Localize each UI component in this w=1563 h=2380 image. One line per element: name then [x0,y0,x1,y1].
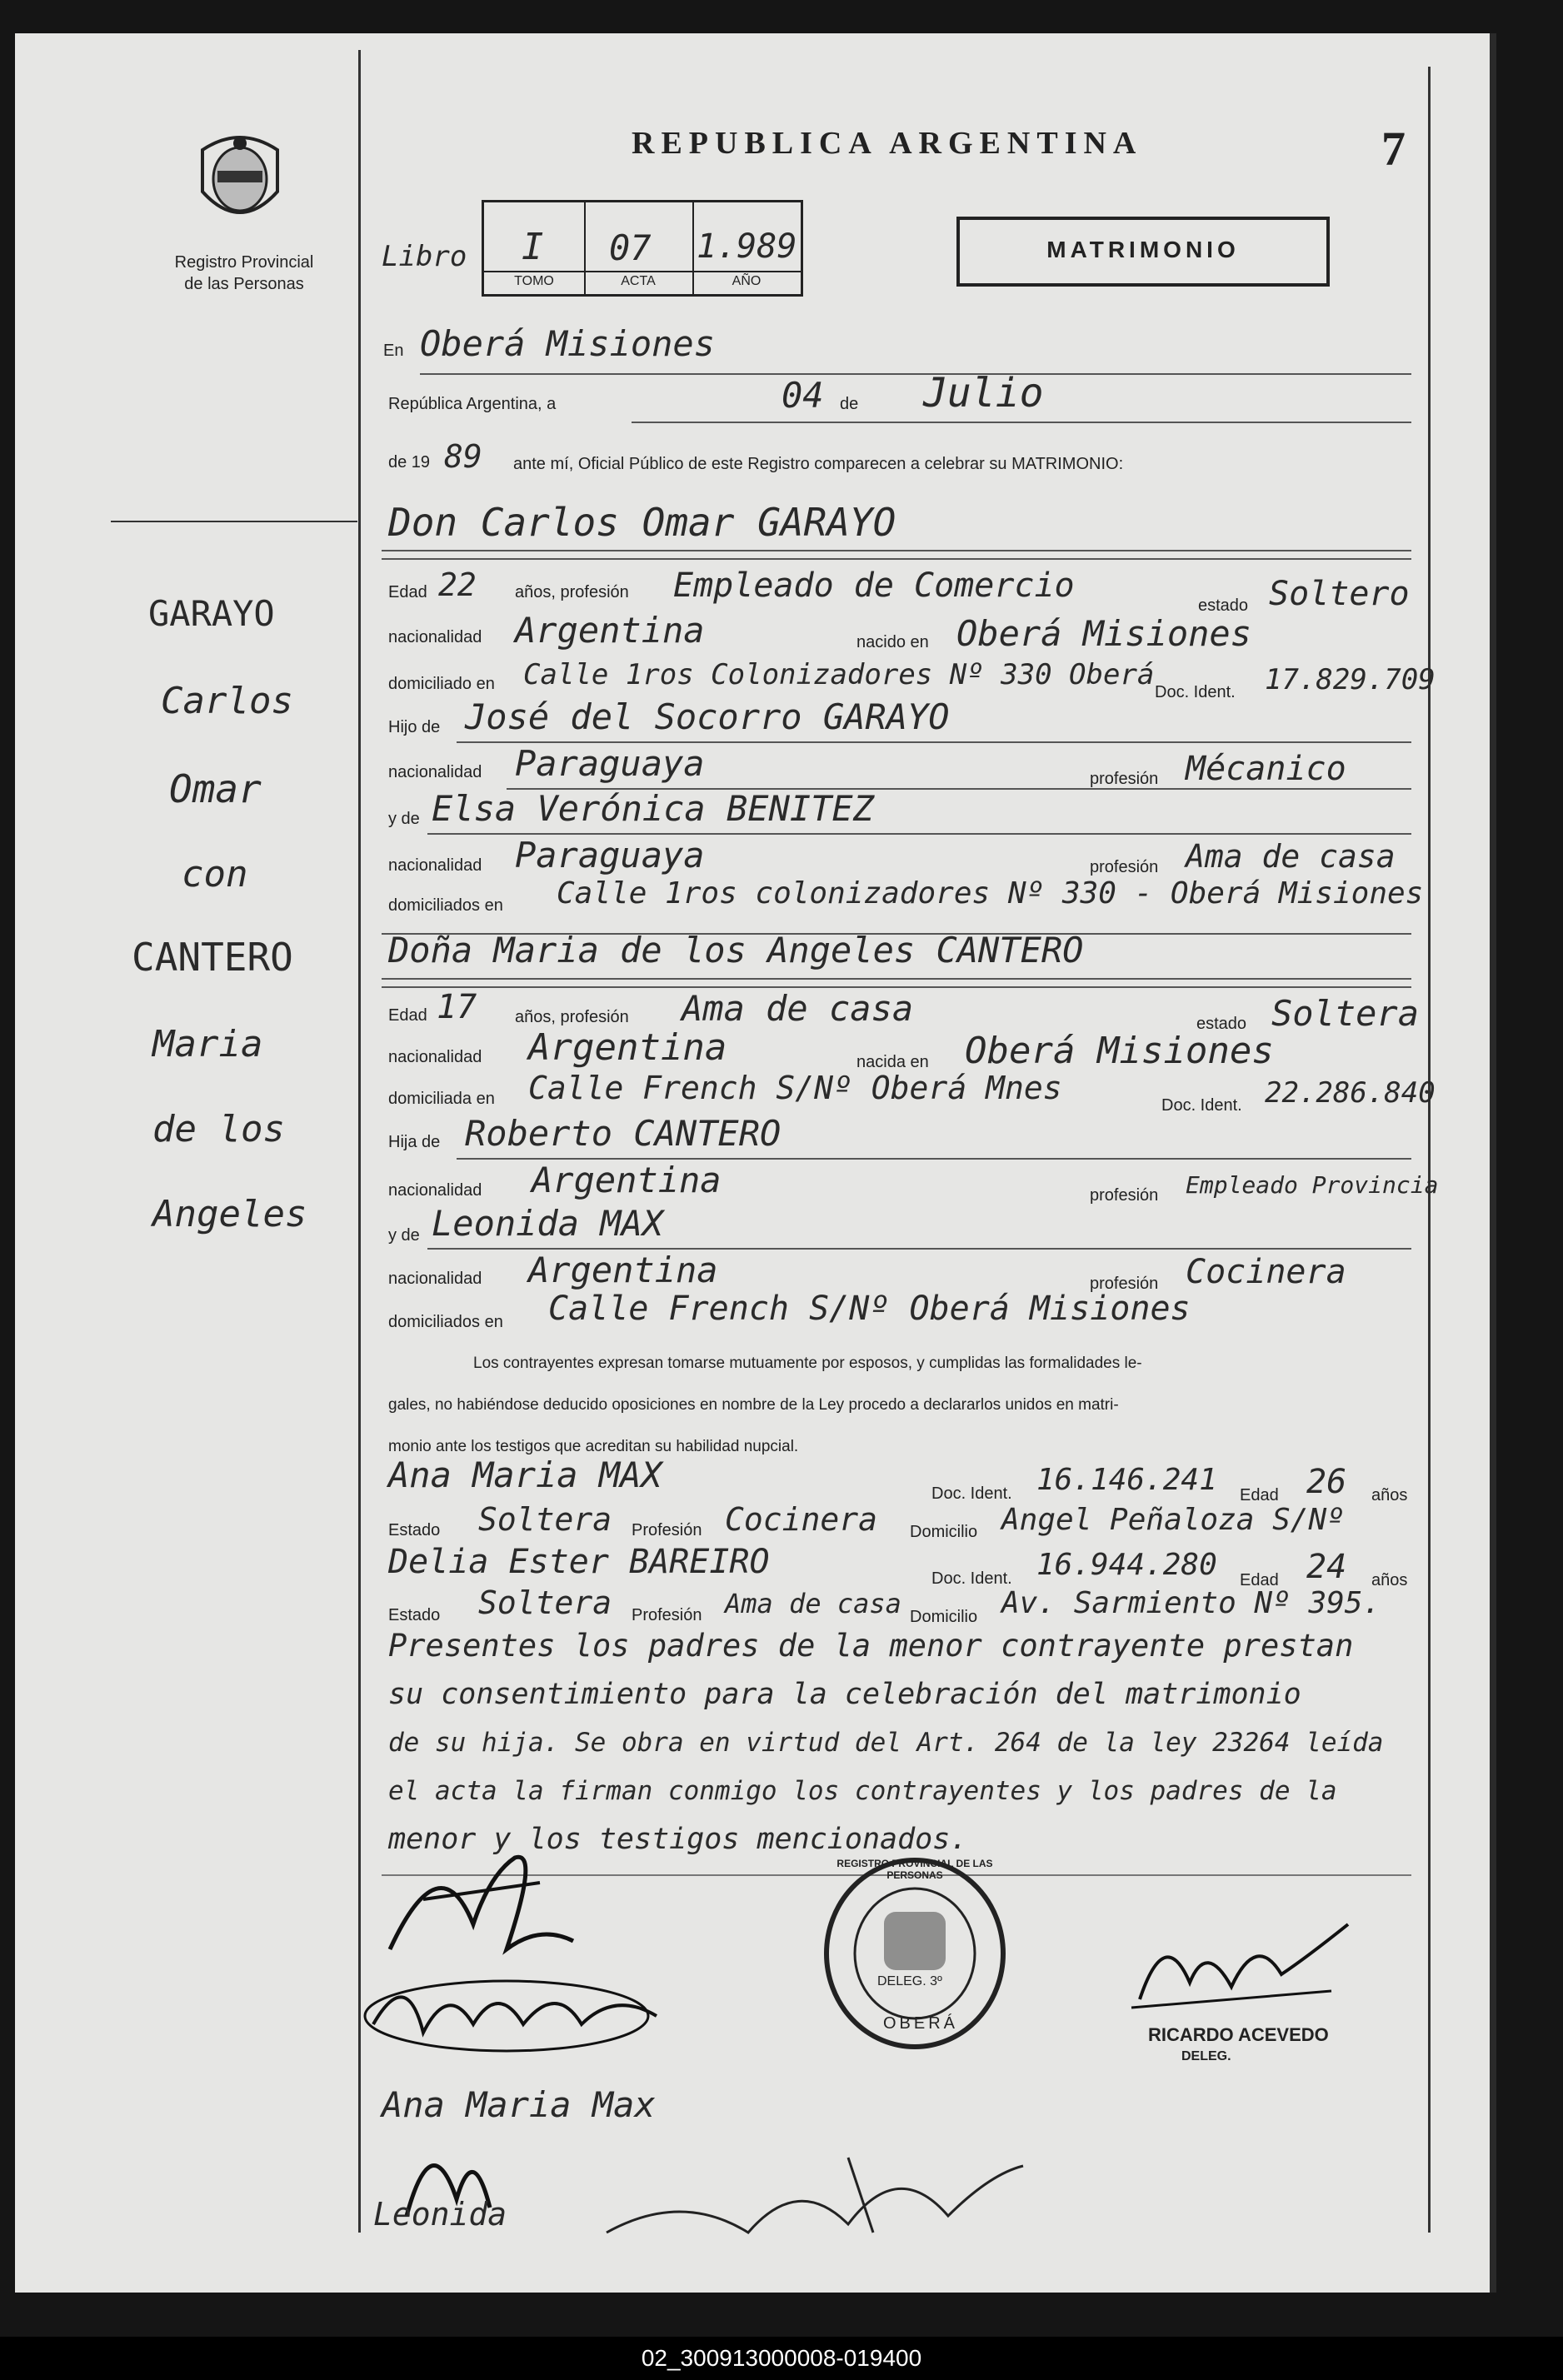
groom-profesion-label: años, profesión [515,583,629,601]
margin-name-6: Maria [152,1023,263,1065]
tomo-value: I [522,226,544,268]
bride-father-profession: Empleado Provincia [1186,1171,1439,1199]
registry-line-2: de las Personas [184,275,304,293]
groom-age: 22 [438,566,477,603]
note-line-1: Presentes los padres de la menor contrayente prestan [388,1628,1354,1664]
day: 04 [782,375,824,416]
witness-1-doc-label: Doc. Ident. [931,1484,1012,1503]
note-line-5: menor y los testigos mencionados. [388,1823,968,1856]
margin-name-7: de los [152,1108,285,1150]
bride-signature [357,1958,673,2066]
document-type-box [956,217,1330,287]
bride-address: Calle French S/Nº Oberá Mnes [528,1070,1062,1106]
ano-label: AÑO [692,271,801,289]
witness-2-doc: 16.944.280 [1036,1548,1217,1582]
registry-line-1: Registro Provincial [174,253,314,272]
witness-1-anos-label: años [1371,1486,1408,1504]
rule [632,422,1411,423]
witness-1-estado: Soltera [478,1501,612,1538]
bride-nacionalidad-label: nacionalidad [388,1048,482,1066]
witness-2-age: 24 [1306,1548,1347,1586]
groom-domiciliado-label: domiciliado en [388,675,495,693]
groom-born: Oberá Misiones [956,613,1252,654]
groom-mother: Elsa Verónica BENITEZ [432,788,875,829]
bride-mother-nacionalidad-label: nacionalidad [388,1270,482,1288]
rule [382,558,1411,560]
witness-2-doc-label: Doc. Ident. [931,1569,1012,1588]
rule [420,373,1411,375]
groom-estado: Soltero [1269,575,1410,613]
witness-1-age: 26 [1306,1463,1347,1501]
note-line-4: el acta la firman conmigo los contrayentes y los padres de la [388,1776,1337,1806]
declaration-line-2: gales, no habiéndose deducido oposiciones en nombre de la Ley procedo a declararlos unidos en matri- [388,1396,1119,1414]
margin-name-8: Angeles [152,1193,307,1235]
stamp-center: DELEG. 3º [877,1974,942,1988]
margin-name-5: CANTERO [132,935,293,980]
bride-mother: Leonida MAX [432,1203,664,1244]
scan-footer [0,2337,1563,2380]
certificate-page [15,33,1496,2293]
tomo-label: TOMO [484,271,584,289]
groom-profession: Empleado de Comercio [673,566,1075,605]
groom-edad-label: Edad [388,583,427,601]
declaration-line-1: Los contrayentes expresan tomarse mutuamente por esposos, y cumplidas las formalidades le- [473,1355,1142,1372]
right-rule [1428,67,1431,2233]
bride-nacida-label: nacida en [856,1053,929,1071]
groom-nacionalidad-label: nacionalidad [388,628,482,646]
groom-father-nacionalidad-label: nacionalidad [388,763,482,781]
groom-estado-label: estado [1198,596,1249,615]
bride-mother-profesion-label: profesión [1090,1275,1159,1293]
scan-id: 02_300913000008-019400 [641,2345,922,2371]
margin-name-3: Omar [169,766,262,811]
witness-1-domicilio-label: Domicilio [910,1523,978,1541]
groom-doc: 17.829.709 [1265,663,1436,696]
groom-father-nationality: Paraguaya [515,743,705,784]
rule [382,978,1411,980]
coat-of-arms-icon [186,125,294,233]
groom-doc-label: Doc. Ident. [1155,683,1236,701]
witness-1-profession: Cocinera [725,1501,878,1538]
witness-2-estado-label: Estado [388,1606,441,1624]
year-prefix: de 19 [388,453,431,472]
witness-1-doc: 16.146.241 [1036,1463,1217,1497]
witness-1-edad-label: Edad [1240,1486,1279,1504]
year-suffix: 89 [444,438,482,475]
groom-mother-profession: Ama de casa [1186,838,1396,875]
bride-estado-label: estado [1196,1015,1247,1033]
official-signature [1115,1908,1365,2033]
note-line-3: de su hija. Se obra en virtud del Art. 264 de la ley 23264 leída [388,1728,1384,1758]
country-title: REPUBLICA ARGENTINA [632,126,1143,161]
bride-father: Roberto CANTERO [465,1113,782,1154]
tomo-acta-box [482,200,803,297]
groom-father-profesion-label: profesión [1090,770,1159,788]
official-title: DELEG. [1181,2049,1231,2063]
bride-domiciliados-label: domiciliados en [388,1313,503,1331]
witness-2-profession: Ama de casa [725,1588,901,1619]
bride-y-de-label: y de [388,1226,420,1245]
bride-father-nationality: Argentina [532,1160,722,1200]
ano-value: 1.989 [697,227,797,266]
margin-name-1: GARAYO [148,593,275,634]
groom-father-profession: Mécanico [1186,750,1346,788]
bride-age: 17 [437,988,477,1026]
witness-2-edad-label: Edad [1240,1571,1279,1589]
bride-name: Doña Maria de los Angeles CANTERO [388,930,1084,970]
bride-mother-nationality: Argentina [528,1250,718,1290]
republica-label: República Argentina, a [388,395,557,413]
acta-label: ACTA [584,271,692,289]
witness-2-domicilio-label: Domicilio [910,1608,978,1626]
witness-1-address: Angel Peñaloza S/Nº [1001,1503,1345,1537]
groom-hijo-label: Hijo de [388,718,441,736]
groom-mother-profesion-label: profesión [1090,858,1159,876]
de-label: de [840,395,859,413]
groom-mother-nacionalidad-label: nacionalidad [388,856,482,875]
official-name: RICARDO ACEVEDO [1148,2024,1329,2045]
witness-2-name: Delia Ester BAREIRO [388,1543,770,1581]
groom-mother-nationality: Paraguaya [515,835,705,876]
libro-prefix: Libro [382,240,467,273]
margin-rule [111,521,357,522]
note-line-2: su consentimiento para la celebración del matrimonio [388,1678,1301,1711]
stamp-ring-text: REGISTRO PROVINCIAL DE LAS PERSONAS [836,1858,993,1881]
bride-hija-label: Hija de [388,1133,441,1151]
bride-estado: Soltera [1271,993,1420,1034]
groom-signature [373,1824,590,1974]
groom-name: Don Carlos Omar GARAYO [388,500,896,545]
groom-address: Calle 1ros Colonizadores Nº 330 Oberá [523,658,1155,691]
en-label: En [383,342,404,360]
groom-father: José del Socorro GARAYO [465,696,950,737]
month: Julio [923,370,1044,417]
groom-domiciliados-label: domiciliados en [388,896,503,915]
registry-name [132,252,357,295]
bride-profesion-label: años, profesión [515,1008,629,1026]
bride-edad-label: Edad [388,1006,427,1025]
witness-1-estado-label: Estado [388,1521,441,1539]
groom-y-de-label: y de [388,810,420,828]
place: Oberá Misiones [420,323,716,364]
bride-doc: 22.286.840 [1265,1076,1436,1110]
page-number: 7 [1381,122,1406,176]
bride-father-profesion-label: profesión [1090,1186,1159,1205]
witness-1-name: Ana Maria MAX [388,1454,662,1495]
margin-divider [358,50,361,2233]
stamp-bottom: OBERÁ [883,2014,959,2033]
intro-sentence: ante mí, Oficial Público de este Registro comparecen a celebrar su MATRIMONIO: [513,455,1124,473]
acta-value: 07 [609,227,652,268]
bride-nationality: Argentina [528,1026,727,1069]
bride-parents-address: Calle French S/Nº Oberá Misiones [548,1290,1191,1328]
witness-2-estado: Soltera [478,1584,612,1621]
bride-domiciliada-label: domiciliada en [388,1090,495,1108]
witness-signature [598,2141,1031,2258]
bride-father-nacionalidad-label: nacionalidad [388,1181,482,1200]
margin-name-4: con [182,853,248,896]
groom-nacido-label: nacido en [856,633,929,651]
document-type: MATRIMONIO [1046,237,1240,262]
leonida-signature: Leonida [373,2196,507,2233]
bride-profession: Ama de casa [682,988,914,1029]
rule [382,550,1411,551]
witness-2-anos-label: años [1371,1571,1408,1589]
bride-mother-profession: Cocinera [1186,1253,1346,1291]
witness-2-address: Av. Sarmiento Nº 395. [1001,1586,1381,1620]
groom-nationality: Argentina [515,610,705,651]
bride-doc-label: Doc. Ident. [1161,1096,1242,1115]
witness-2-profesion-label: Profesión [632,1606,702,1624]
declaration-line-3: monio ante los testigos que acreditan su habilidad nupcial. [388,1438,799,1455]
witness-1-profesion-label: Profesión [632,1521,702,1539]
bride-born: Oberá Misiones [965,1030,1274,1072]
margin-name-2: Carlos [161,680,293,722]
ana-signature: Ana Maria Max [382,2084,656,2125]
groom-parents-address: Calle 1ros colonizadores Nº 330 - Oberá Misiones [557,876,1424,911]
